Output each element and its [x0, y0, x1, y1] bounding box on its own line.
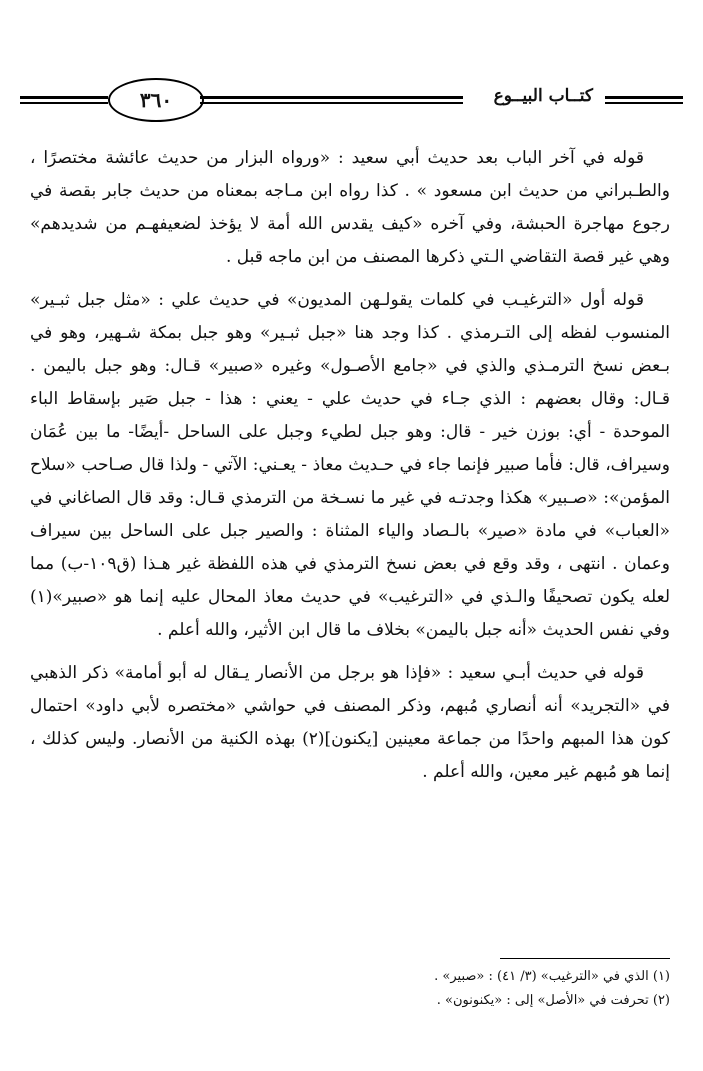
- header-rule-left-thin: [20, 102, 108, 104]
- header-rule-middle: [200, 96, 463, 99]
- header-rule-left: [20, 96, 108, 99]
- book-title: كتــاب البيــوع: [493, 86, 593, 106]
- footnote-divider: [500, 958, 670, 959]
- header-rule-right: [605, 96, 683, 99]
- header-rule-middle-thin: [200, 102, 463, 104]
- paragraph: قوله في حديث أبـي سعيد : «فإذا هو برجل من الأنصار يـقال له أبو أمامة» ذكر الذهبي في «التجريد» أنه أنصاري مُبهم، وذكر المصنف في حواشي «مختصره لأبي داود» احتمال كون هذا المبهم واحدًا من جماعة معينين [يكنون](٢) بهذه الكنية من الأنصار. وليس كذلك ، إنما هو مُبهم غير معين، والله أعلم .: [30, 663, 670, 782]
- footnotes: [30, 958, 670, 1013]
- main-text: [30, 142, 670, 799]
- page-number: ٣٦٠: [108, 78, 204, 122]
- paragraph: قوله في آخر الباب بعد حديث أبي سعيد : «ورواه البزار من حديث عائشة مختصرًا ، والطـبراني من حديث ابن مسعود » . كذا رواه ابن مـاجه بمعناه من حديث جابر بقصة في رجوع مهاجرة الحبشة، وفي آخره «كيف يقدس الله أمة لا يؤخذ لضعيفهـم من شديدهم» وهي غير قصة التقاضي الـتي ذكرها المصنف من ابن ماجه قبل .: [30, 148, 670, 267]
- header-rule-right-thin: [605, 102, 683, 104]
- page-header: [20, 78, 683, 122]
- paragraph: قوله أول «الترغيـب في كلمات يقولـهن المديون» في حديث علي : «مثل جبل ثبـير» المنسوب لفظه إلى التـرمذي . كذا وجد هنا «جبل ثبـير» وهو جبل بمكة شـهير، وهو في بـعض نسخ الترمـذي والذي في «جامع الأصـول» وغيره «صبير» قـال: وهو جبل باليمن . قـال: وقال بعضهم : الذي جـاء في حديث علي - يعني : هذا - جبل صَير بإسقاط الباء الموحدة - أي: بوزن خير - قال: وهو جبل لطيء وجبل على الساحل -أيضًا- ما بين عُمَان وسيراف، قال: فأما صبير فإنما جاء في حـديث معاذ - يعـني: الآتي - ولذا قال صـاحب «سلاح المؤمن»: «صـبير» هكذا وجدتـه في غير ما نسـخة من الترمذي قـال: وقد قال الصاغاني في «العباب» في مادة «صير» بالـصاد والياء المثناة : والصير جبل على الساحل بين سيراف وعمان . انتهى ، وقد وقع في بعض نسخ الترمذي في هذه اللفظة غير هـذا (ق١٠٩-ب) مما لعله يكون تصحيفًا والـذي في «الترغيب» في حديث معاذ المحال عليه إنما هو «صبير»(١) وفي نفس الحديث «أنه جبل باليمن» بخلاف ما قال ابن الأثير، والله أعلم .: [30, 290, 671, 640]
- footnote: (١) الذي في «الترغيب» (٣/ ٤١) : «صبير» .: [434, 969, 670, 984]
- footnote: (٢) تحرفت في «الأصل» إلى : «يكنونون» .: [436, 993, 670, 1008]
